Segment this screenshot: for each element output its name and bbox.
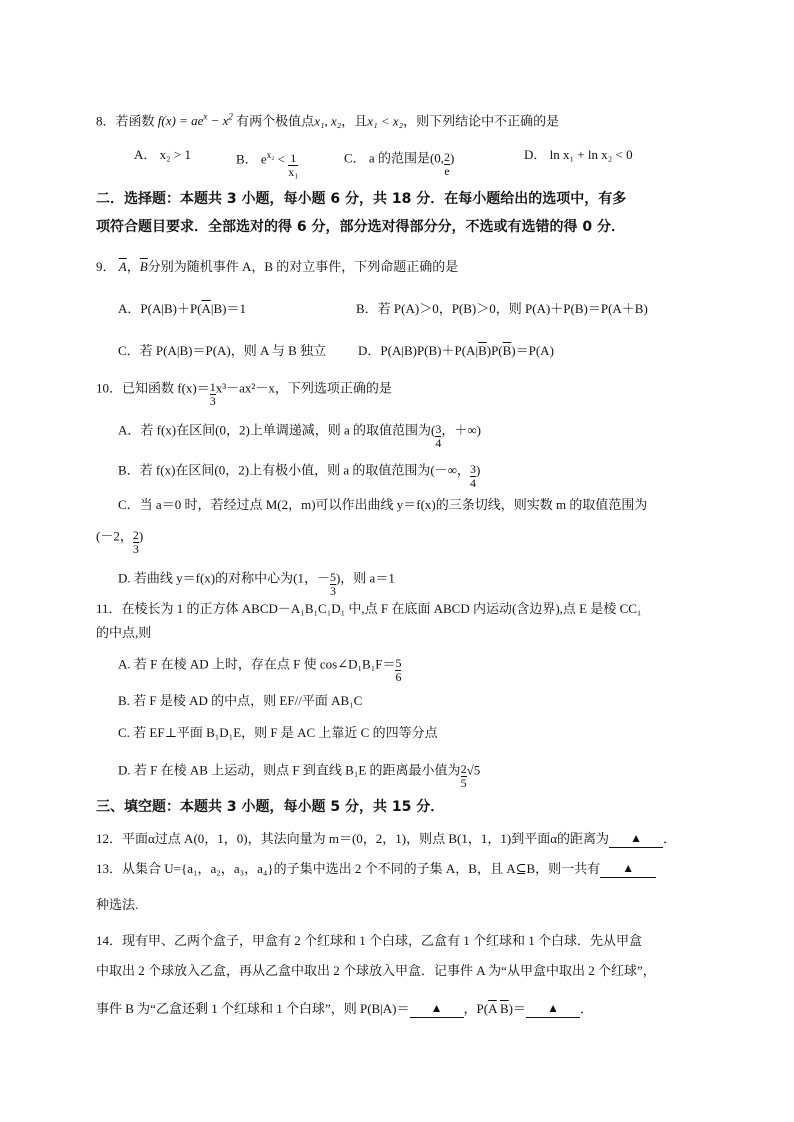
q9-a-complement: $\overline{A}$ xyxy=(118,259,127,274)
q8-stem-d: ，则下列结论中不正确的是 xyxy=(403,113,560,129)
q10-option-c: C．当 a＝0 时，若经过点 M(2，m)可以作出曲线 y＝f(x)的三条切线，则实数 m 的取值范围为 xyxy=(118,497,648,512)
q9-option-d: D．$P(A|B)P(B)+P(A|\overline{B})P(\overline{B})=P(A)$ xyxy=(358,343,554,358)
q11-option-d: D. 若 F 在棱 AB 上运动，则点 F 到直线 B₁E 的距离最小值为 $\frac{2}{5}$ √5 xyxy=(118,762,481,790)
q14-line1: 14．现有甲、乙两个盒子，甲盒有 2 个红球和 1 个白球，乙盒有 1 个红球和 1 个白球．先从甲盒 xyxy=(96,933,643,948)
q14-line2: 中取出 2 个球放入乙盒，再从乙盒中取出 2 个球放入甲盒．记事件 A 为“从甲盒中取出 2 个红球”， xyxy=(96,963,656,978)
q12-answer-blank[interactable]: ▲ xyxy=(609,829,663,848)
q9-option-a: A．$P(A|B)+P(\overline{A}|B)=1$ xyxy=(118,301,246,316)
q8-stem xyxy=(96,108,559,130)
q13-stem: 13．从集合 U={a₁，a₂，a₃，a₄}的子集中选出 2 个不同的子集 A，B，且 A⊆B，则一共有 ▲ xyxy=(96,860,656,879)
q8-option-a: A． x₂ > 1 xyxy=(134,147,192,162)
q14-answer-blank-1[interactable]: ▲ xyxy=(410,999,464,1018)
q9-option-c: C．若 P(A|B)＝P(A)，则 A 与 B 独立 xyxy=(118,343,327,358)
q10-option-d: D. 若曲线 y＝f(x)的对称中心为(1，－ $\frac{5}{3}$ )，则 a＝1 xyxy=(118,570,395,598)
q9-stem: 9． $\overline{A}$，$\overline{B}$分别为随机事件 A，B 的对立事件，下列命题正确的是 xyxy=(96,259,459,274)
q11-option-a: A. 若 F 在棱 AD 上时，存在点 F 使 cos∠D₁B₁F＝ $\frac{5}{6}$ xyxy=(118,656,402,684)
q8-func-b: − x xyxy=(207,113,229,129)
q10-stem: 10．已知函数 f(x)＝ $\frac{1}{3}$ x³－ax²－x，下列选项正确的是 xyxy=(96,380,392,408)
q14-answer-blank-2[interactable]: ▲ xyxy=(526,999,580,1018)
q8-func: f(x) = ae xyxy=(157,113,204,129)
q11-stem-cont: 的中点,则 xyxy=(96,625,152,640)
section2-heading-line1: 二．选择题：本题共 3 小题，每小题 6 分，共 18 分．在每小题给出的选项中，有多 xyxy=(96,191,627,207)
q8-points: x₁, x₂ xyxy=(314,113,342,129)
q10-option-a: A．若 f(x)在区间(0，2)上单调递减，则 a 的取值范围为( $\frac{3}{4}$ ，＋∞) xyxy=(118,422,481,450)
q14-line3: 事件 B 为“乙盒还剩 1 个红球和 1 个白球”，则 P(B|A)＝ ▲ ，$P(\overline{A}$ $\overline{B})=$ ▲ ． xyxy=(96,1001,594,1016)
q8-stem-a: 若函数 xyxy=(115,113,155,129)
q8-sq: 2 xyxy=(228,112,233,122)
q10-option-c-cont: (－2， $\frac{2}{3}$ ) xyxy=(96,528,144,556)
q8-condition: x₁ < x₂ xyxy=(367,113,404,129)
q8-option-d: D． ln x₁ + ln x₂ < 0 xyxy=(524,147,633,162)
q8-b-fraction: $\frac{1}{\text{x₁}}$ xyxy=(288,150,299,179)
q13-stem-cont: 种选法. xyxy=(96,897,139,912)
q8-stem-c: ，且 xyxy=(341,113,368,129)
q9-option-b: B．若 P(A)＞0，P(B)＞0，则 P(A)＋P(B)＝P(A＋B) xyxy=(356,301,648,316)
q8-option-b: B． $e^{x_2}$ < $\frac{1}{\text{x₁}}$ xyxy=(236,150,299,179)
q12-stem: 12．平面α过点 A(0，1，0)，其法向量为 m＝(0，2，1)，则点 B(1，1，1)到平面α的距离为 ▲ ． xyxy=(96,831,677,846)
q8-number: 8． xyxy=(96,113,116,129)
q8-option-c: C． a 的范围是(0, $\frac{2}{e}$ ) xyxy=(344,150,455,178)
q11-stem: 11．在棱长为 1 的正方体 ABCD－A₁B₁C₁D₁ 中,点 F 在底面 ABCD 内运动(含边界),点 E 是棱 CC₁ xyxy=(96,601,642,616)
q13-answer-blank[interactable]: ▲ xyxy=(600,859,656,878)
section3-heading: 三、填空题：本题共 3 小题，每小题 5 分，共 15 分． xyxy=(96,799,445,815)
q10-option-b: B．若 f(x)在区间(0，2)上有极小值，则 a 的取值范围为(－∞， $\frac{3}{4}$ ) xyxy=(118,462,481,490)
q8-c-fraction: $\frac{2}{e}$ xyxy=(444,150,451,178)
q11-option-b: B. 若 F 是棱 AD 的中点，则 EF//平面 AB₁C xyxy=(118,693,363,708)
section2-heading-line2: 项符合题目要求．全部选对的得 6 分，部分选对得部分分，不选或有选错的得 0 分． xyxy=(96,219,625,235)
q11-option-c: C. 若 EF⊥平面 B₁D₁E，则 F 是 AC 上靠近 C 的四等分点 xyxy=(118,725,438,740)
q8-exp: x xyxy=(203,112,208,122)
q8-stem-b: 有两个极值点 xyxy=(236,113,315,129)
q9-b-complement: $\overline{B}$ xyxy=(139,259,148,274)
